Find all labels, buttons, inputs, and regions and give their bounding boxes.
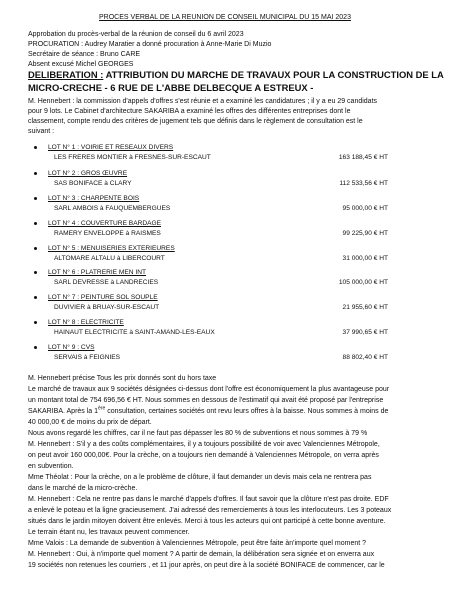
body-line: M. Hennebert : Cela ne rentre pas dans le marché d'appels d'offres. Il faut savoir que la clôture n'est pas droite. EDF <box>28 496 389 503</box>
lot-label: LOT N° 4 : COUVERTURE BARDAGE <box>48 220 162 227</box>
deliberation-heading <box>28 69 444 80</box>
body-line: dans le marché de la micro-crèche. <box>28 485 138 492</box>
lot-company: LES FRERES MONTIER à FRESNES-SUR-ESCAUT <box>54 154 211 161</box>
lot-amount: 21 955,60 € HT <box>342 304 388 311</box>
lot-amount: 163 188,45 € HT <box>338 154 388 161</box>
body-line: situés dans le jardin mitoyen doivent être enlevés. Merci à tous les acteurs qui ont participé à cette bonne aventure. <box>28 518 386 525</box>
paragraph-line: suivant : <box>28 128 55 135</box>
intro-line: PROCURATION : Audrey Maratier a donné procuration à Anne-Marie Di Muzio <box>28 41 272 48</box>
bullet-icon <box>34 271 37 274</box>
deliberation-title-2: MICRO-CRECHE - 6 RUE DE L'ABBE DELBECQUE A ESTREUX - <box>28 82 314 93</box>
bullet-icon <box>34 346 37 349</box>
body-line: M. Hennebert précise Tous les prix donnés sont du hors taxe <box>28 375 217 382</box>
body-line: Le terrain étant nu, les travaux peuvent commencer. <box>28 529 190 536</box>
lot-label: LOT N° 9 : CVS <box>48 344 95 351</box>
bullet-icon <box>34 321 37 324</box>
body-line: un montant total de 754 696,56 € HT. Nous sommes en dessous de l'estimatif qui avait été proposé par l'entreprise <box>28 397 384 404</box>
lot-label: LOT N° 8 : ELECTRICITE <box>48 319 124 326</box>
document-title: PROCES VERBAL DE LA REUNION DE CONSEIL MUNICIPAL DU 15 MAI 2023 <box>99 14 351 21</box>
paragraph-line: classement, compte rendu des critères de jugement tels que définis dans le règlement de consultation est le <box>28 118 363 125</box>
lot-company: SERVAIS à FEIGNIES <box>54 354 121 361</box>
lot-label: LOT N° 2 : GROS ŒUVRE <box>48 170 128 177</box>
body-line: en subvention. <box>28 463 74 470</box>
lot-label: LOT N° 7 : PEINTURE SOL SOUPLE <box>48 294 158 301</box>
body-line: 40 000,00 € de moins du prix de départ. <box>28 419 152 426</box>
lot-label: LOT N° 3 : CHARPENTE BOIS <box>48 195 140 202</box>
intro-line: Secrétaire de séance : Bruno CARE <box>28 51 141 58</box>
paragraph-line: M. Hennebert : la commission d'appels d'offres s'est réunie et a examiné les candidatures ; il y a eu 29 candidats <box>28 98 378 105</box>
lot-company: SARL DEVRESSE à LANDRECIES <box>54 279 159 286</box>
body-line: Mme Valois : La demande de subvention à Valenciennes Métropole, peut être faite àn'importe quel moment ? <box>28 540 367 547</box>
body-line: Le marché de travaux aux 9 sociétés désignées ci-dessus dont l'offre est économiquement la plus avantageuse pour <box>28 386 390 393</box>
bullet-icon <box>34 172 37 175</box>
body-line: Mme Théolat : Pour la crèche, on a le problème de clôture, il faut demander un devis mais cela ne rentrera pas <box>28 474 372 481</box>
bullet-icon <box>34 296 37 299</box>
lot-amount: 95 000,00 € HT <box>342 205 388 212</box>
body-line: a enlevé le poteau et la ligne gracieusement. J'ai adressé des remerciements à tous les interlocuteurs. Les 3 poteaux <box>28 507 392 514</box>
body-line: M. Hennebert : Oui, à n'importe quel moment ? A partir de demain, la délibération sera signée et on enverra aux <box>28 551 375 558</box>
body-line: Nous avons regardé les chiffres, car il ne faut pas dépasser les 80 % de subventions et nous sommes à 79 % <box>28 430 368 437</box>
lot-amount: 88 802,40 € HT <box>342 354 388 361</box>
body-line: SAKARIBA. Après la 1ère consultation, certaines sociétés ont revu leurs offres à la baisse. Nous sommes à moins de <box>28 405 389 415</box>
lot-label: LOT N° 5 : MENUISERIES EXTERIEURES <box>48 245 175 252</box>
intro-line: Approbation du procès-verbal de la réunion de conseil du 6 avril 2023 <box>28 31 244 38</box>
body-line: M. Hennebert : S'il y a des coûts complémentaires, il y a toujours possibilité de voir avec Valenciennes Métropole, <box>28 441 380 448</box>
lot-label: LOT N° 6 : PLATRERIE MEN INT <box>48 269 147 276</box>
lot-company: ALTOMARE ALTALU à LIBERCOURT <box>54 255 165 262</box>
lot-amount: 37 990,65 € HT <box>342 329 388 336</box>
bullet-icon <box>34 222 37 225</box>
body-line: on peut avoir 160 000,00€. Pour la crèche, on a toujours rien demandé à Valenciennes Métropole, on verra après <box>28 452 379 459</box>
lot-amount: 31 000,00 € HT <box>342 255 388 262</box>
deliberation-title-1: ATTRIBUTION DU MARCHE DE TRAVAUX POUR LA CONSTRUCTION DE LA <box>103 69 444 80</box>
lot-company: HAINAUT ELECTRICITE à SAINT-AMAND-LES-EAUX <box>54 329 215 336</box>
body-line: 19 sociétés non retenues les courriers , et 11 jour après, on peut dire à la société BONIFACE de commencer, car le <box>28 562 385 569</box>
lot-company: SARL AMBOIS à FAUQUEMBERGUES <box>54 205 171 212</box>
lot-company: SAS BONIFACE à CLARY <box>54 180 132 187</box>
lot-amount: 105 000,00 € HT <box>338 279 388 286</box>
lot-company: DUVIVIER à BRUAY-SUR-ESCAUT <box>54 304 160 311</box>
bullet-icon <box>34 146 37 149</box>
bullet-icon <box>34 247 37 250</box>
intro-line: Absent excusé Michel GEORGES <box>28 61 134 68</box>
deliberation-label: DELIBERATION : <box>28 69 104 80</box>
bullet-icon <box>34 197 37 200</box>
lot-label: LOT N° 1 : VOIRIE ET RESEAUX DIVERS <box>48 144 174 151</box>
lot-amount: 112 533,56 € HT <box>339 180 388 187</box>
paragraph-line: pour 9 lots. Le Cabinet d'architecture SAKARIBA a examiné les offres des différentes entreprises dont le <box>28 108 351 115</box>
lot-amount: 99 225,90 € HT <box>342 230 388 237</box>
lot-company: RAMERY ENVELOPPE à RAISMES <box>54 230 161 237</box>
ordinal-superscript: ère <box>98 405 106 412</box>
